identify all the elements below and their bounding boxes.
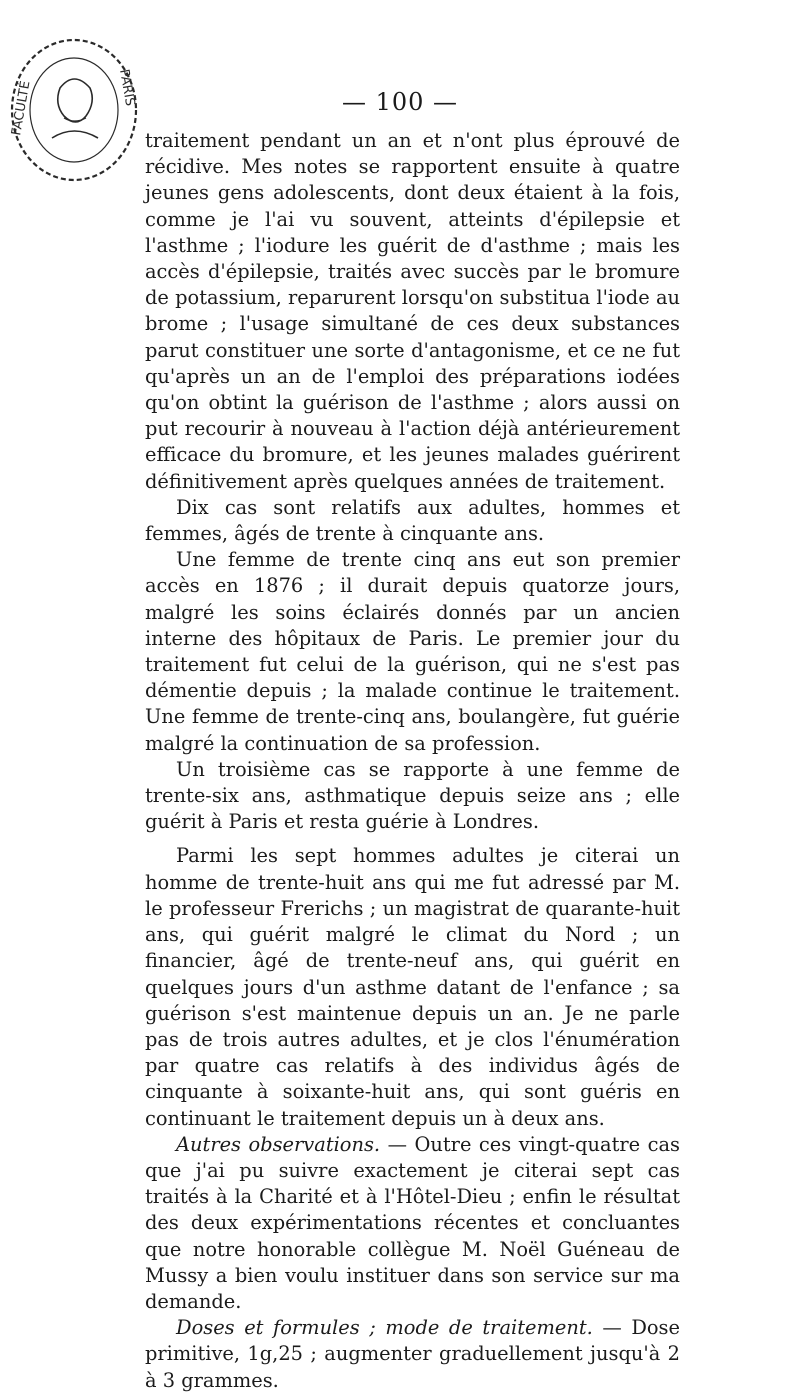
paragraph-other-observations: [145, 1132, 680, 1315]
stamp-text-right: PARIS: [116, 68, 138, 108]
library-stamp: [2, 18, 142, 188]
text-doses: — Dose primitive, 1g,25 ; augmenter graduellement jusqu'à 2 à 3 grammes.: [145, 1316, 680, 1392]
page-number: — 100 —: [341, 88, 459, 116]
paragraph-doses: [145, 1315, 680, 1394]
paragraph-continuation: traitement pendant un an et n'ont plus éprouvé de récidive. Mes notes se rapportent ensuite à quatre jeunes gens adolescents, dont deux étaient à la fois, comme je l'ai vu souvent, atteints d'épilepsie et l'asthme ; l'iodure les guérit de d'asthme ; mais les accès d'épilepsie, traités avec succès par le bromure de potassium, reparurent lorsqu'on substitua l'iode au brome ; l'usage simultané de ces deux substances parut constituer une sorte d'antagonisme, et ce ne fut qu'après un an de l'emploi des préparations iodées qu'on obtint la guérison de l'asthme ; alors aussi on put recourir à nouveau à l'action déjà antérieurement efficace du bromure, et les jeunes malades guérirent définitivement après quelques années de traitement.: [145, 129, 680, 493]
heading-other-observations: Autres observations.: [176, 1132, 381, 1156]
body-text: [145, 128, 680, 1394]
paragraph-third-case: Un troisième cas se rapporte à une femme de trente-six ans, asthmatique depuis seize ans ; elle guérit à Paris et resta guérie à Londres.: [145, 757, 680, 834]
stamp-text-left: FACULTÉ: [9, 79, 34, 137]
paragraph-adults: Dix cas sont relatifs aux adultes, hommes et femmes, âgés de trente à cinquante ans.: [145, 495, 680, 546]
heading-doses: Doses et formules ; mode de traitement.: [176, 1316, 593, 1340]
paragraph-woman-35: Une femme de trente cinq ans eut son premier accès en 1876 ; il durait depuis quatorze jours, malgré les soins éclairés donnés par un ancien interne des hôpitaux de Paris. Le premier jour du traitement fut celui de la guérison, qui ne s'est pas démentie depuis ; la malade continue le traitement. Une femme de trente-cinq ans, boulangère, fut guérie malgré la continuation de sa profession.: [145, 548, 680, 755]
paragraph-seven-men: Parmi les sept hommes adultes je citerai un homme de trente-huit ans qui me fut adressé par M. le professeur Frerichs ; un magistrat de quarante-huit ans, qui guérit malgré le climat du Nord ; un financier, âgé de trente-neuf ans, qui guérit en quelques jours d'un asthme datant de l'enfance ; sa guérison s'est maintenue depuis un an. Je ne parle pas de trois autres adultes, et je clos l'énumération par quatre cas relatifs à des individus âgés de cinquante à soixante-huit ans, qui sont guéris en continuant le traitement depuis un à deux ans.: [145, 844, 680, 1130]
text-other-observations: — Outre ces vingt-quatre cas que j'ai pu suivre exactement je citerai sept cas traités à la Charité et à l'Hôtel-Dieu ; enfin le résultat des deux expérimentations récentes et concluantes que notre honorable collègue M. Noël Guéneau de Mussy a bien voulu instituer dans son service sur ma demande.: [145, 1132, 680, 1313]
